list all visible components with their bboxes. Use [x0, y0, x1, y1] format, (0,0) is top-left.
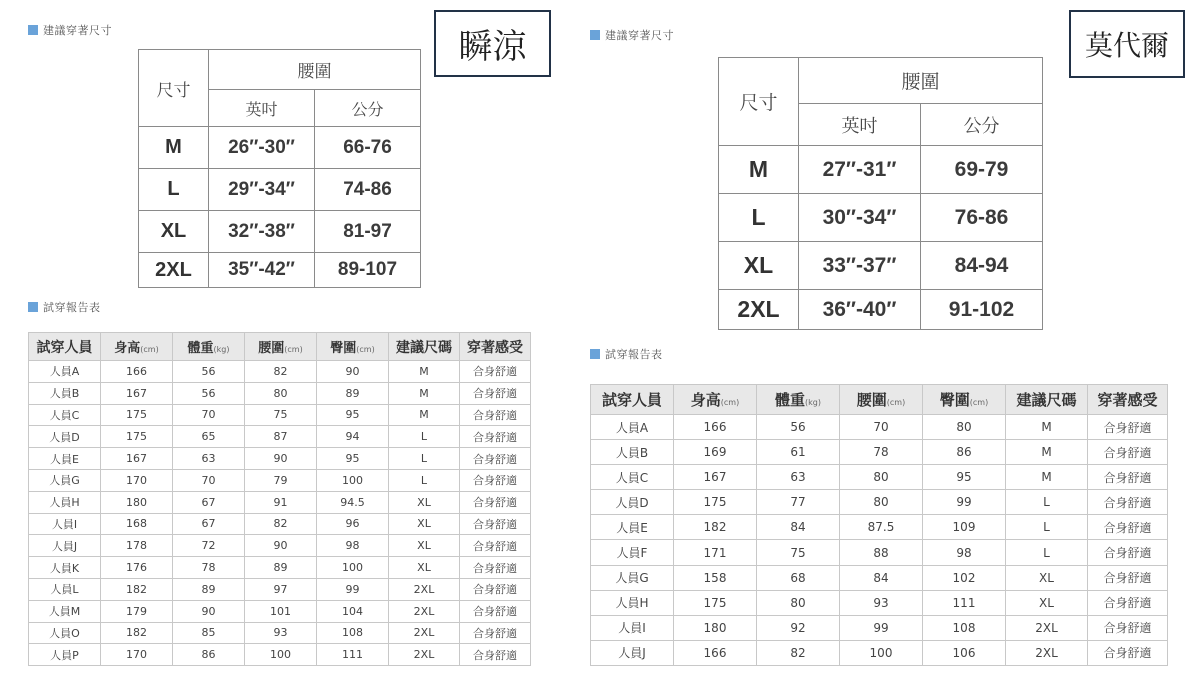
table-cell: 182 — [674, 515, 757, 540]
table-cell: 97 — [245, 578, 317, 600]
table-cell: 84 — [757, 515, 840, 540]
table-cell: 人員A — [29, 361, 101, 383]
trial-report-table — [28, 332, 531, 666]
table-cell: 104 — [317, 600, 389, 622]
table-cell: 56 — [757, 415, 840, 440]
table-cell: 166 — [674, 415, 757, 440]
table-cell: 人員F — [591, 540, 674, 565]
table-cell: 人員P — [29, 644, 101, 666]
table-cell: 人員B — [591, 440, 674, 465]
cm-header: 公分 — [315, 90, 421, 127]
table-cell: 80 — [840, 490, 923, 515]
table-row — [591, 590, 1168, 615]
table-cell: 175 — [674, 590, 757, 615]
header-cell: 臀圍(cm) — [923, 385, 1006, 415]
table-cell: 人員C — [591, 465, 674, 490]
table-cell: 2XL — [389, 644, 460, 666]
table-cell: 合身舒適 — [1088, 490, 1168, 515]
table-row — [29, 535, 531, 557]
size-table — [138, 49, 421, 288]
inch-header: 英吋 — [799, 104, 921, 146]
table-cell: 人員H — [591, 590, 674, 615]
table-row — [591, 515, 1168, 540]
table-cell: 合身舒適 — [460, 382, 531, 404]
table-cell: 63 — [173, 448, 245, 470]
product-name-box — [434, 10, 551, 77]
table-row — [29, 557, 531, 579]
table-cell: 合身舒適 — [460, 469, 531, 491]
table-cell: 80 — [840, 465, 923, 490]
table-row — [29, 578, 531, 600]
table-cell: M — [1006, 415, 1088, 440]
table-row — [591, 540, 1168, 565]
table-cell: 人員J — [591, 640, 674, 665]
table-cell: 2XL — [389, 622, 460, 644]
size-section-label: 建議穿著尺寸 — [590, 27, 674, 43]
table-cell: 人員H — [29, 491, 101, 513]
table-cell: 90 — [245, 535, 317, 557]
table-cell: 人員I — [29, 513, 101, 535]
table-row — [591, 465, 1168, 490]
table-row — [29, 448, 531, 470]
table-row — [29, 600, 531, 622]
size-row: XL 32″-38″ 81-97 — [139, 211, 421, 253]
size-row: M 27″-31″ 69-79 — [719, 146, 1043, 194]
table-cell: 99 — [317, 578, 389, 600]
table-cell: 166 — [674, 640, 757, 665]
table-cell: 合身舒適 — [1088, 440, 1168, 465]
size-row: 2XL 36″-40″ 91-102 — [719, 290, 1043, 330]
table-cell: XL — [389, 491, 460, 513]
table-cell: 176 — [101, 557, 173, 579]
table-cell: 95 — [317, 448, 389, 470]
table-cell: 合身舒適 — [460, 361, 531, 383]
table-cell: 人員J — [29, 535, 101, 557]
table-cell: 100 — [317, 557, 389, 579]
table-cell: M — [1006, 465, 1088, 490]
table-cell: 82 — [245, 361, 317, 383]
table-cell: 人員B — [29, 382, 101, 404]
table-cell: 92 — [757, 615, 840, 640]
table-cell: 人員O — [29, 622, 101, 644]
table-cell: 65 — [173, 426, 245, 448]
table-cell: 合身舒適 — [460, 404, 531, 426]
header-cell: 建議尺碼 — [1006, 385, 1088, 415]
header-cell: 腰圍(cm) — [245, 333, 317, 361]
table-cell: M — [389, 382, 460, 404]
table-cell: 180 — [101, 491, 173, 513]
table-cell: 合身舒適 — [460, 557, 531, 579]
table-cell: 70 — [173, 404, 245, 426]
header-cell: 試穿人員 — [591, 385, 674, 415]
table-cell: 合身舒適 — [1088, 590, 1168, 615]
square-bullet-icon — [590, 30, 600, 40]
square-bullet-icon — [28, 302, 38, 312]
size-row: L 29″-34″ 74-86 — [139, 169, 421, 211]
table-cell: 61 — [757, 440, 840, 465]
header-cell: 穿著感受 — [460, 333, 531, 361]
table-cell: 170 — [101, 469, 173, 491]
table-cell: 人員L — [29, 578, 101, 600]
trial-header-row — [591, 385, 1168, 415]
table-cell: 合身舒適 — [460, 535, 531, 557]
size-table — [718, 57, 1043, 330]
table-cell: 84 — [840, 565, 923, 590]
table-cell: 101 — [245, 600, 317, 622]
table-cell: 79 — [245, 469, 317, 491]
table-cell: 100 — [317, 469, 389, 491]
table-cell: 人員K — [29, 557, 101, 579]
table-cell: 90 — [245, 448, 317, 470]
table-cell: 合身舒適 — [1088, 540, 1168, 565]
table-cell: 75 — [245, 404, 317, 426]
size-section-label: 建議穿著尺寸 — [28, 22, 112, 38]
table-cell: M — [389, 404, 460, 426]
table-cell: 179 — [101, 600, 173, 622]
table-cell: L — [1006, 490, 1088, 515]
table-cell: 82 — [757, 640, 840, 665]
table-row — [591, 490, 1168, 515]
table-cell: 171 — [674, 540, 757, 565]
table-cell: 合身舒適 — [460, 448, 531, 470]
table-cell: 99 — [840, 615, 923, 640]
table-cell: 91 — [245, 491, 317, 513]
table-cell: 102 — [923, 565, 1006, 590]
table-cell: 人員E — [591, 515, 674, 540]
inch-header: 英吋 — [209, 90, 315, 127]
table-cell: 89 — [173, 578, 245, 600]
table-cell: 2XL — [389, 578, 460, 600]
table-cell: 109 — [923, 515, 1006, 540]
product-name: 瞬涼 — [458, 27, 527, 67]
size-row: XL 33″-37″ 84-94 — [719, 242, 1043, 290]
table-cell: 合身舒適 — [1088, 640, 1168, 665]
table-cell: 2XL — [1006, 615, 1088, 640]
table-cell: 70 — [173, 469, 245, 491]
table-cell: 182 — [101, 578, 173, 600]
table-cell: XL — [389, 513, 460, 535]
cm-header: 公分 — [921, 104, 1043, 146]
product-name-box — [1069, 10, 1185, 78]
table-cell: 166 — [101, 361, 173, 383]
table-cell: L — [389, 469, 460, 491]
table-cell: 人員G — [591, 565, 674, 590]
table-row — [29, 644, 531, 666]
table-cell: 88 — [840, 540, 923, 565]
table-row — [29, 404, 531, 426]
header-cell: 身高(cm) — [101, 333, 173, 361]
table-cell: 80 — [757, 590, 840, 615]
table-cell: 175 — [101, 426, 173, 448]
waist-header: 腰圍 — [799, 58, 1043, 104]
table-cell: 67 — [173, 491, 245, 513]
table-cell: 72 — [173, 535, 245, 557]
table-cell: L — [1006, 540, 1088, 565]
table-cell: 169 — [674, 440, 757, 465]
size-row: L 30″-34″ 76-86 — [719, 194, 1043, 242]
table-cell: 111 — [317, 644, 389, 666]
table-cell: 人員M — [29, 600, 101, 622]
table-cell: 178 — [101, 535, 173, 557]
header-cell: 腰圍(cm) — [840, 385, 923, 415]
table-cell: M — [1006, 440, 1088, 465]
table-cell: 106 — [923, 640, 1006, 665]
table-cell: 108 — [317, 622, 389, 644]
table-cell: 人員A — [591, 415, 674, 440]
header-cell: 體重(kg) — [757, 385, 840, 415]
table-cell: 168 — [101, 513, 173, 535]
table-row — [591, 565, 1168, 590]
header-cell: 體重(kg) — [173, 333, 245, 361]
table-cell: XL — [1006, 590, 1088, 615]
table-cell: 合身舒適 — [460, 578, 531, 600]
table-cell: 167 — [101, 382, 173, 404]
table-cell: 合身舒適 — [460, 600, 531, 622]
table-cell: 100 — [245, 644, 317, 666]
table-cell: 合身舒適 — [1088, 415, 1168, 440]
size-header: 尺寸 — [719, 58, 799, 146]
table-cell: 158 — [674, 565, 757, 590]
product-name: 莫代爾 — [1084, 29, 1169, 62]
table-cell: 56 — [173, 361, 245, 383]
size-header: 尺寸 — [139, 50, 209, 127]
table-cell: 人員C — [29, 404, 101, 426]
header-cell: 身高(cm) — [674, 385, 757, 415]
table-cell: 89 — [317, 382, 389, 404]
table-cell: 75 — [757, 540, 840, 565]
size-row: M 26″-30″ 66-76 — [139, 127, 421, 169]
table-cell: 170 — [101, 644, 173, 666]
table-cell: 56 — [173, 382, 245, 404]
table-cell: 77 — [757, 490, 840, 515]
table-cell: 80 — [923, 415, 1006, 440]
table-cell: 人員G — [29, 469, 101, 491]
table-row — [29, 426, 531, 448]
table-cell: 70 — [840, 415, 923, 440]
table-row — [29, 382, 531, 404]
table-cell: 63 — [757, 465, 840, 490]
table-cell: 167 — [674, 465, 757, 490]
waist-header: 腰圍 — [209, 50, 421, 90]
table-cell: 95 — [923, 465, 1006, 490]
table-cell: 85 — [173, 622, 245, 644]
table-row — [591, 440, 1168, 465]
table-cell: 87 — [245, 426, 317, 448]
table-cell: 111 — [923, 590, 1006, 615]
table-row — [29, 491, 531, 513]
table-row — [29, 622, 531, 644]
table-cell: 82 — [245, 513, 317, 535]
table-cell: 合身舒適 — [1088, 465, 1168, 490]
table-cell: 94 — [317, 426, 389, 448]
table-cell: 98 — [317, 535, 389, 557]
table-cell: L — [389, 448, 460, 470]
table-cell: 167 — [101, 448, 173, 470]
table-cell: 2XL — [389, 600, 460, 622]
trial-section-label: 試穿報告表 — [590, 346, 663, 362]
table-cell: XL — [389, 535, 460, 557]
table-cell: 175 — [674, 490, 757, 515]
table-cell: 94.5 — [317, 491, 389, 513]
table-cell: 78 — [840, 440, 923, 465]
table-cell: 合身舒適 — [1088, 515, 1168, 540]
table-cell: 93 — [245, 622, 317, 644]
table-cell: 合身舒適 — [1088, 565, 1168, 590]
left-panel — [0, 0, 590, 699]
table-cell: 合身舒適 — [460, 426, 531, 448]
header-cell: 建議尺碼 — [389, 333, 460, 361]
table-cell: 人員E — [29, 448, 101, 470]
table-row — [29, 469, 531, 491]
table-cell: 182 — [101, 622, 173, 644]
table-row — [591, 415, 1168, 440]
table-row — [29, 513, 531, 535]
table-cell: 98 — [923, 540, 1006, 565]
table-cell: M — [389, 361, 460, 383]
table-cell: 93 — [840, 590, 923, 615]
table-cell: 2XL — [1006, 640, 1088, 665]
table-cell: L — [1006, 515, 1088, 540]
table-cell: 95 — [317, 404, 389, 426]
square-bullet-icon — [28, 25, 38, 35]
table-cell: 87.5 — [840, 515, 923, 540]
table-cell: 合身舒適 — [460, 491, 531, 513]
table-cell: L — [389, 426, 460, 448]
size-row: 2XL 35″-42″ 89-107 — [139, 253, 421, 288]
table-cell: 78 — [173, 557, 245, 579]
table-cell: 100 — [840, 640, 923, 665]
table-cell: 96 — [317, 513, 389, 535]
table-cell: 90 — [317, 361, 389, 383]
table-cell: 86 — [173, 644, 245, 666]
table-cell: XL — [1006, 565, 1088, 590]
table-cell: 108 — [923, 615, 1006, 640]
table-cell: 人員I — [591, 615, 674, 640]
table-cell: 68 — [757, 565, 840, 590]
table-row — [591, 640, 1168, 665]
right-panel — [590, 0, 1200, 699]
table-row — [29, 361, 531, 383]
square-bullet-icon — [590, 349, 600, 359]
table-cell: XL — [389, 557, 460, 579]
header-cell: 試穿人員 — [29, 333, 101, 361]
header-cell: 臀圍(cm) — [317, 333, 389, 361]
table-cell: 人員D — [591, 490, 674, 515]
trial-section-label: 試穿報告表 — [28, 299, 101, 315]
trial-header-row — [29, 333, 531, 361]
table-cell: 99 — [923, 490, 1006, 515]
table-cell: 合身舒適 — [460, 622, 531, 644]
table-cell: 67 — [173, 513, 245, 535]
table-cell: 合身舒適 — [1088, 615, 1168, 640]
table-cell: 合身舒適 — [460, 644, 531, 666]
table-cell: 人員D — [29, 426, 101, 448]
table-cell: 175 — [101, 404, 173, 426]
table-cell: 90 — [173, 600, 245, 622]
table-cell: 合身舒適 — [460, 513, 531, 535]
trial-report-table — [590, 384, 1168, 666]
header-cell: 穿著感受 — [1088, 385, 1168, 415]
table-cell: 89 — [245, 557, 317, 579]
table-cell: 86 — [923, 440, 1006, 465]
table-cell: 180 — [674, 615, 757, 640]
table-row — [591, 615, 1168, 640]
table-cell: 80 — [245, 382, 317, 404]
